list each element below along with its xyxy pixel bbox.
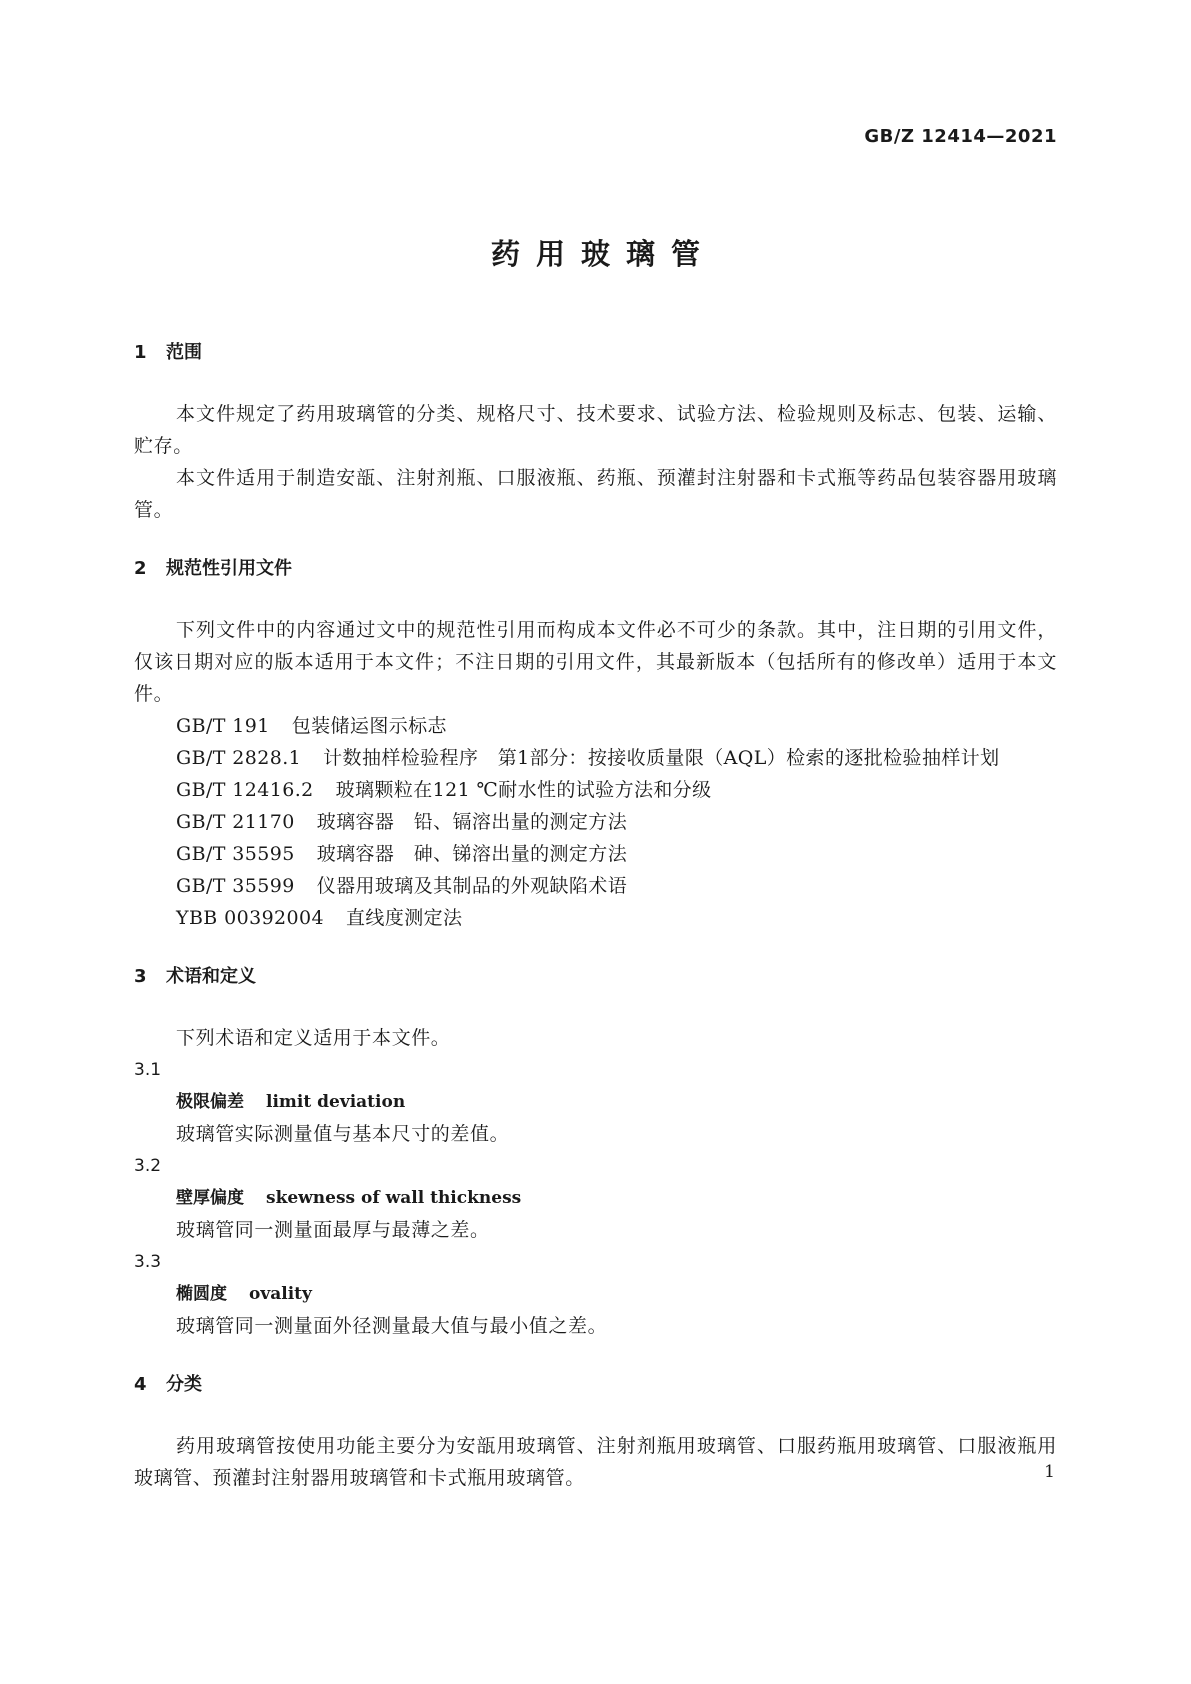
- reference-code: GB/T 21170: [176, 811, 295, 833]
- reference-item: [134, 710, 1057, 742]
- reference-list: [134, 710, 1057, 934]
- section-heading-terms-definitions: [134, 964, 1057, 990]
- paragraph: 本文件适用于制造安瓿、注射剂瓶、口服液瓶、药瓶、预灌封注射器和卡式瓶等药品包装容器用玻璃管。: [134, 467, 1057, 521]
- term-definition: 玻璃管同一测量面最厚与最薄之差。: [176, 1219, 490, 1241]
- paragraph: 下列文件中的内容通过文中的规范性引用而构成本文件必不可少的条款。其中，注日期的引用文件，仅该日期对应的版本适用于本文件；不注日期的引用文件，其最新版本（包括所有的修改单）适用于本文件。: [134, 619, 1057, 705]
- reference-title: 玻璃颗粒在121 ℃耐水性的试验方法和分级: [335, 779, 712, 801]
- paragraph: 药用玻璃管按使用功能主要分为安瓿用玻璃管、注射剂瓶用玻璃管、口服药瓶用玻璃管、口服液瓶用玻璃管、预灌封注射器用玻璃管和卡式瓶用玻璃管。: [134, 1435, 1057, 1489]
- section-number: 1: [134, 342, 147, 363]
- paragraph: 本文件规定了药用玻璃管的分类、规格尺寸、技术要求、试验方法、检验规则及标志、包装、运输、贮存。: [134, 403, 1057, 457]
- document-code: GB/Z 12414—2021: [864, 126, 1057, 147]
- section-heading-scope: [134, 340, 1057, 366]
- reference-title: 包装储运图示标志: [291, 715, 447, 737]
- term-definition: 玻璃管同一测量面外径测量最大值与最小值之差。: [176, 1315, 608, 1337]
- term-heading: [134, 1182, 1057, 1214]
- term-zh: 极限偏差: [176, 1092, 244, 1112]
- term-heading: [134, 1278, 1057, 1310]
- reference-item: [134, 838, 1057, 870]
- reference-code: GB/T 191: [176, 715, 270, 737]
- reference-title: 直线度测定法: [346, 907, 463, 929]
- term-en: limit deviation: [266, 1092, 406, 1112]
- term-zh: 壁厚偏度: [176, 1188, 244, 1208]
- reference-code: YBB 00392004: [176, 907, 325, 929]
- reference-code: GB/T 12416.2: [176, 779, 314, 801]
- term-definition: 玻璃管实际测量值与基本尺寸的差值。: [176, 1123, 510, 1145]
- reference-code: GB/T 35595: [176, 843, 295, 865]
- reference-title: 计数抽样检验程序 第1部分：按接收质量限（AQL）检索的逐批检验抽样计划: [323, 747, 1000, 769]
- reference-code: GB/T 35599: [176, 875, 295, 897]
- section-title: 分类: [166, 1374, 202, 1395]
- paragraph: 下列术语和定义适用于本文件。: [176, 1027, 451, 1049]
- reference-item: [134, 902, 1057, 934]
- term-number: 3.1: [134, 1060, 162, 1080]
- page-number: 1: [1044, 1462, 1055, 1482]
- term-en: skewness of wall thickness: [266, 1188, 522, 1208]
- reference-item: [134, 806, 1057, 838]
- section-number: 4: [134, 1374, 147, 1395]
- document-title: 药用玻璃管: [490, 237, 716, 271]
- reference-title: 玻璃容器 砷、锑溶出量的测定方法: [316, 843, 628, 865]
- term-zh: 椭圆度: [176, 1284, 227, 1304]
- section-heading-normative-references: [134, 556, 1057, 582]
- reference-item: [134, 870, 1057, 902]
- term-en: ovality: [249, 1284, 312, 1304]
- reference-title: 玻璃容器 铅、镉溶出量的测定方法: [316, 811, 628, 833]
- section-title: 范围: [166, 342, 202, 363]
- reference-item: [134, 742, 1057, 774]
- section-number: 2: [134, 558, 147, 579]
- term-number: 3.3: [134, 1252, 162, 1272]
- reference-code: GB/T 2828.1: [176, 747, 302, 769]
- section-number: 3: [134, 966, 147, 987]
- section-title: 术语和定义: [166, 966, 256, 987]
- reference-title: 仪器用玻璃及其制品的外观缺陷术语: [316, 875, 628, 897]
- document-body: [134, 340, 1057, 1494]
- section-heading-classification: [134, 1372, 1057, 1398]
- section-title: 规范性引用文件: [166, 558, 292, 579]
- term-heading: [134, 1086, 1057, 1118]
- term-number: 3.2: [134, 1156, 162, 1176]
- reference-item: [134, 774, 1057, 806]
